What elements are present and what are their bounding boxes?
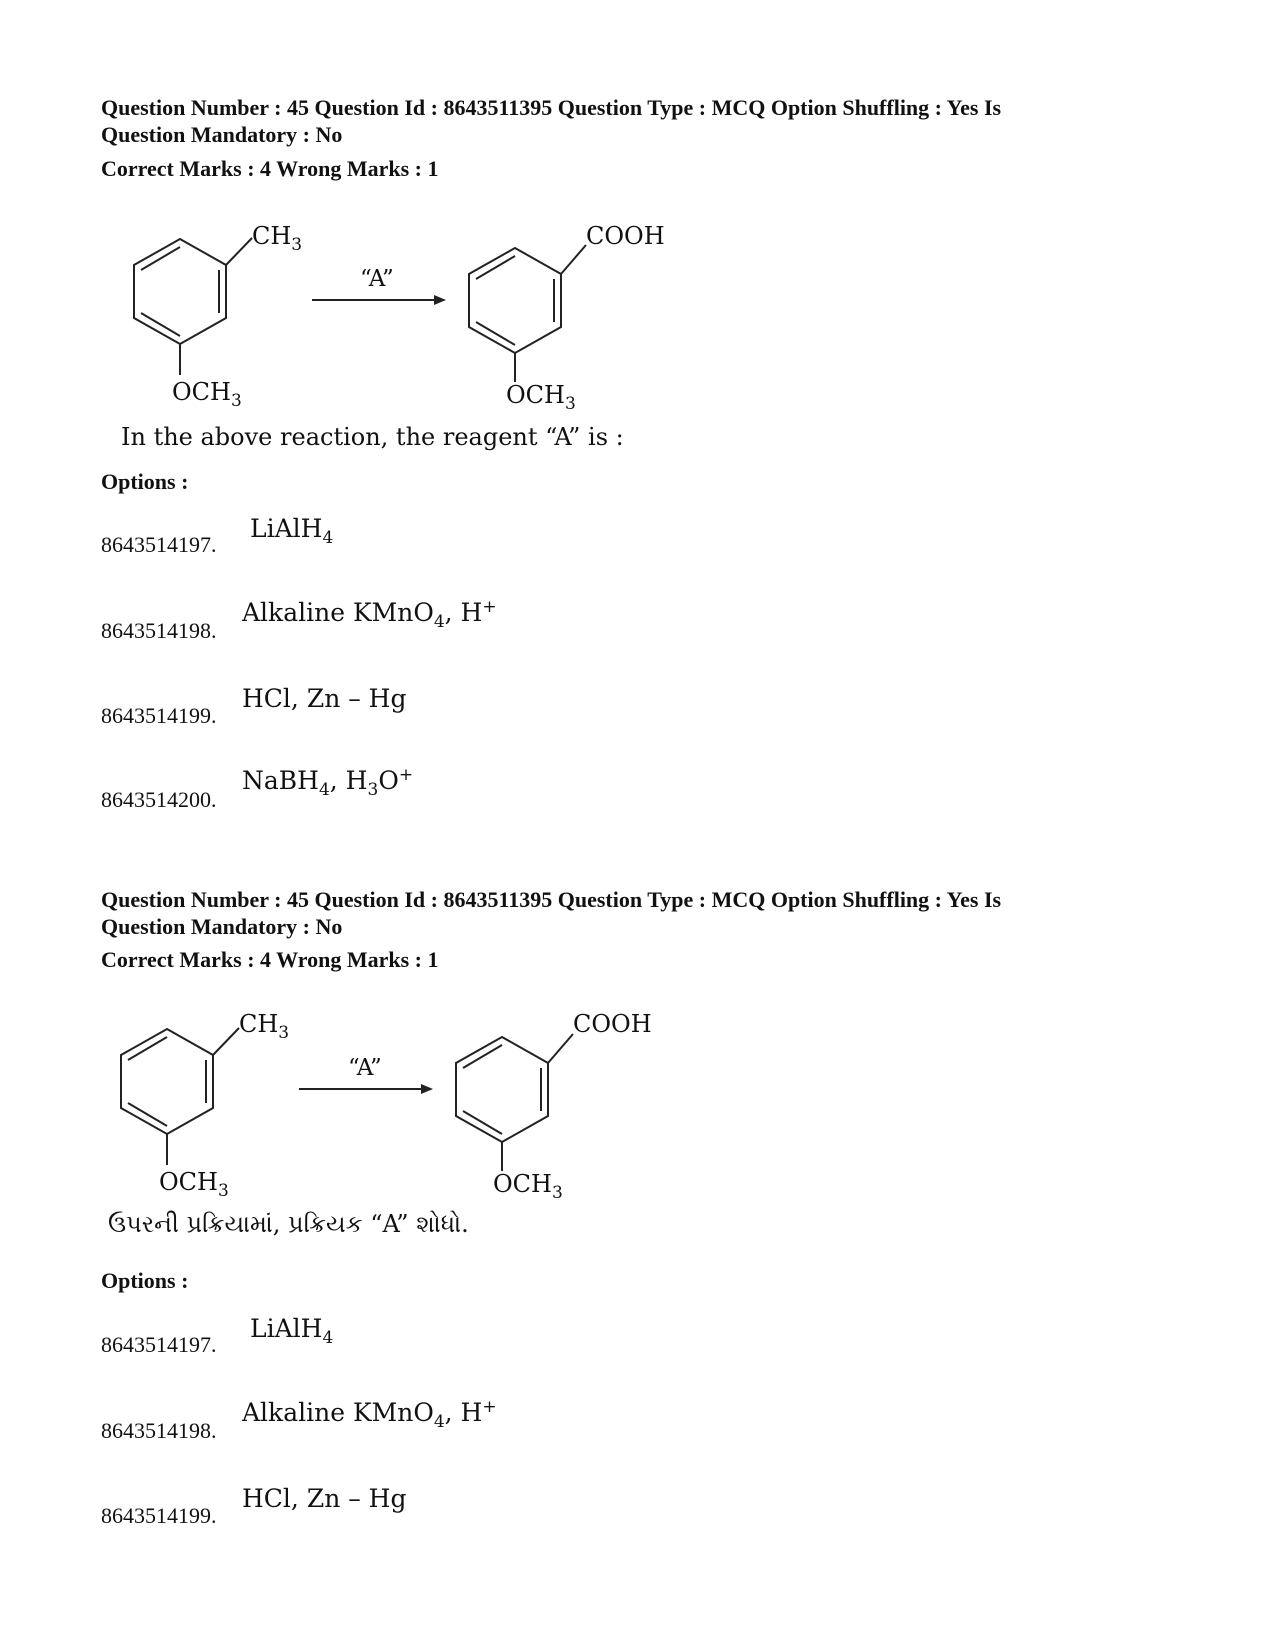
question-header-line-1: Question Number : 45 Question Id : 8643511395 Question Type : MCQ Option Shuffling : Yes Is (101, 887, 1002, 912)
option-text: HCl, Zn – Hg (242, 684, 407, 713)
option-text: LiAlH$_4$ (250, 514, 334, 548)
question-header-line-1: Question Number : 45 Question Id : 8643511395 Question Type : MCQ Option Shuffling : Yes Is (101, 95, 1002, 120)
reactant-substituent-label: $CH_3$ (252, 222, 303, 255)
option-id: 8643514200. (101, 787, 217, 812)
reactant-methoxy-label: $OCH_3$ (172, 378, 242, 411)
marks-line: Correct Marks : 4 Wrong Marks : 1 (101, 947, 439, 972)
option-id: 8643514199. (101, 703, 217, 728)
reagent-label: “A” (348, 1055, 382, 1081)
reagent-label: “A” (360, 266, 394, 292)
product-methoxy-label: $OCH_3$ (506, 381, 576, 414)
reactant-methoxy-label: $OCH_3$ (159, 1168, 229, 1201)
product-substituent-label: COOH (586, 222, 665, 250)
option-text: HCl, Zn – Hg (242, 1484, 407, 1513)
reactant-substituent-label: $CH_3$ (239, 1010, 290, 1043)
product-substituent-label: COOH (573, 1010, 652, 1038)
option-text: LiAlH$_4$ (250, 1314, 334, 1348)
option-id: 8643514199. (101, 1503, 217, 1528)
option-text: Alkaline KMnO$_4$, H+ (242, 1397, 497, 1432)
options-heading: Options : (101, 1268, 189, 1293)
product-methoxy-label: $OCH_3$ (493, 1170, 563, 1203)
options-heading: Options : (101, 469, 189, 494)
question-header-line-2: Question Mandatory : No (101, 122, 343, 147)
option-id: 8643514197. (101, 532, 217, 557)
option-id: 8643514197. (101, 1332, 217, 1357)
option-id: 8643514198. (101, 1418, 217, 1443)
question-prompt: ઉપરની પ્રક્રિયામાં, પ્રક્રિયક “A” શોધો. (108, 1210, 469, 1238)
question-header-line-2: Question Mandatory : No (101, 914, 343, 939)
option-text-ion: O (378, 766, 399, 795)
option-id: 8643514198. (101, 618, 217, 643)
arrow-head (421, 1084, 433, 1094)
option-text: Alkaline KMnO$_4$, H+ (242, 597, 497, 632)
option-text: NaBH$_4$, $H_3O^+$ (242, 765, 414, 800)
question-prompt: In the above reaction, the reagent “A” is : (121, 423, 624, 451)
marks-line: Correct Marks : 4 Wrong Marks : 1 (101, 156, 439, 181)
